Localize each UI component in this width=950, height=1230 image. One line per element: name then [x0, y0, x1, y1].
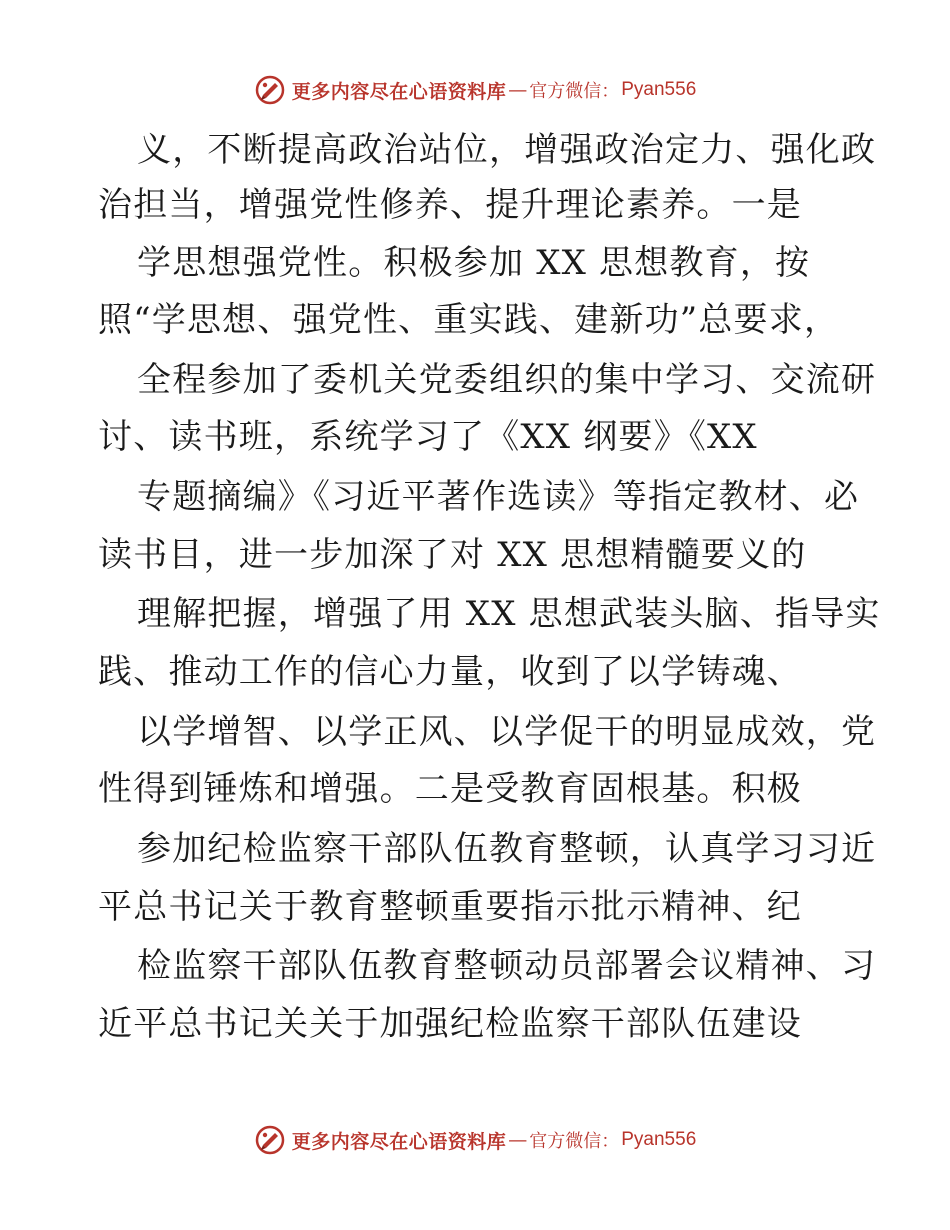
text-line: 专题摘编》《习近平著作选读》等指定教材、必	[137, 477, 860, 517]
text-line: 义，不断提高政治站位，增强政治定力、强化政	[137, 130, 877, 170]
watermark-label: 官方微信：	[529, 81, 620, 102]
text-line: 全程参加了委机关党委组织的集中学习、交流研	[137, 360, 877, 400]
text-line: 性得到锤炼和增强。二是受教育固根基。积极	[98, 769, 802, 809]
watermark-label: 官方微信：	[529, 1131, 620, 1152]
footer-watermark	[0, 1120, 950, 1160]
logo-icon	[254, 1124, 286, 1156]
header-watermark	[0, 70, 950, 110]
text-line: 平总书记关于教育整顿重要指示批示精神、纪	[98, 887, 802, 927]
text-line: 践、推动工作的信心力量，收到了以学铸魂、	[98, 652, 802, 692]
text-line: 以学增智、以学正风、以学促干的明显成效，党	[137, 712, 877, 752]
watermark-site-text: 更多内容尽在心语资料库	[291, 80, 507, 103]
text-line: 参加纪检监察干部队伍教育整顿，认真学习习近	[137, 829, 877, 869]
text-line: 检监察干部队伍教育整顿动员部署会议精神、习	[137, 946, 877, 986]
text-line: 学思想强党性。积极参加 XX 思想教育，按	[137, 243, 811, 283]
text-line: 治担当，增强党性修养、提升理论素养。一是	[98, 185, 802, 225]
text-line: 照“学思想、强党性、重实践、建新功”总要求，	[98, 300, 840, 340]
watermark-account: Pyan556	[621, 79, 697, 100]
watermark-dash: —	[508, 1129, 528, 1151]
watermark-site-text: 更多内容尽在心语资料库	[291, 1130, 507, 1153]
text-line: 讨、读书班，系统学习了《XX 纲要》《XX	[98, 417, 758, 457]
watermark-dash: —	[508, 79, 528, 101]
logo-icon	[254, 74, 286, 106]
text-line: 理解把握，增强了用 XX 思想武装头脑、指导实	[137, 594, 881, 634]
text-line: 读书目，进一步加深了对 XX 思想精髓要义的	[98, 535, 807, 575]
watermark-account: Pyan556	[621, 1129, 697, 1150]
text-line: 近平总书记关关于加强纪检监察干部队伍建设	[98, 1004, 802, 1044]
